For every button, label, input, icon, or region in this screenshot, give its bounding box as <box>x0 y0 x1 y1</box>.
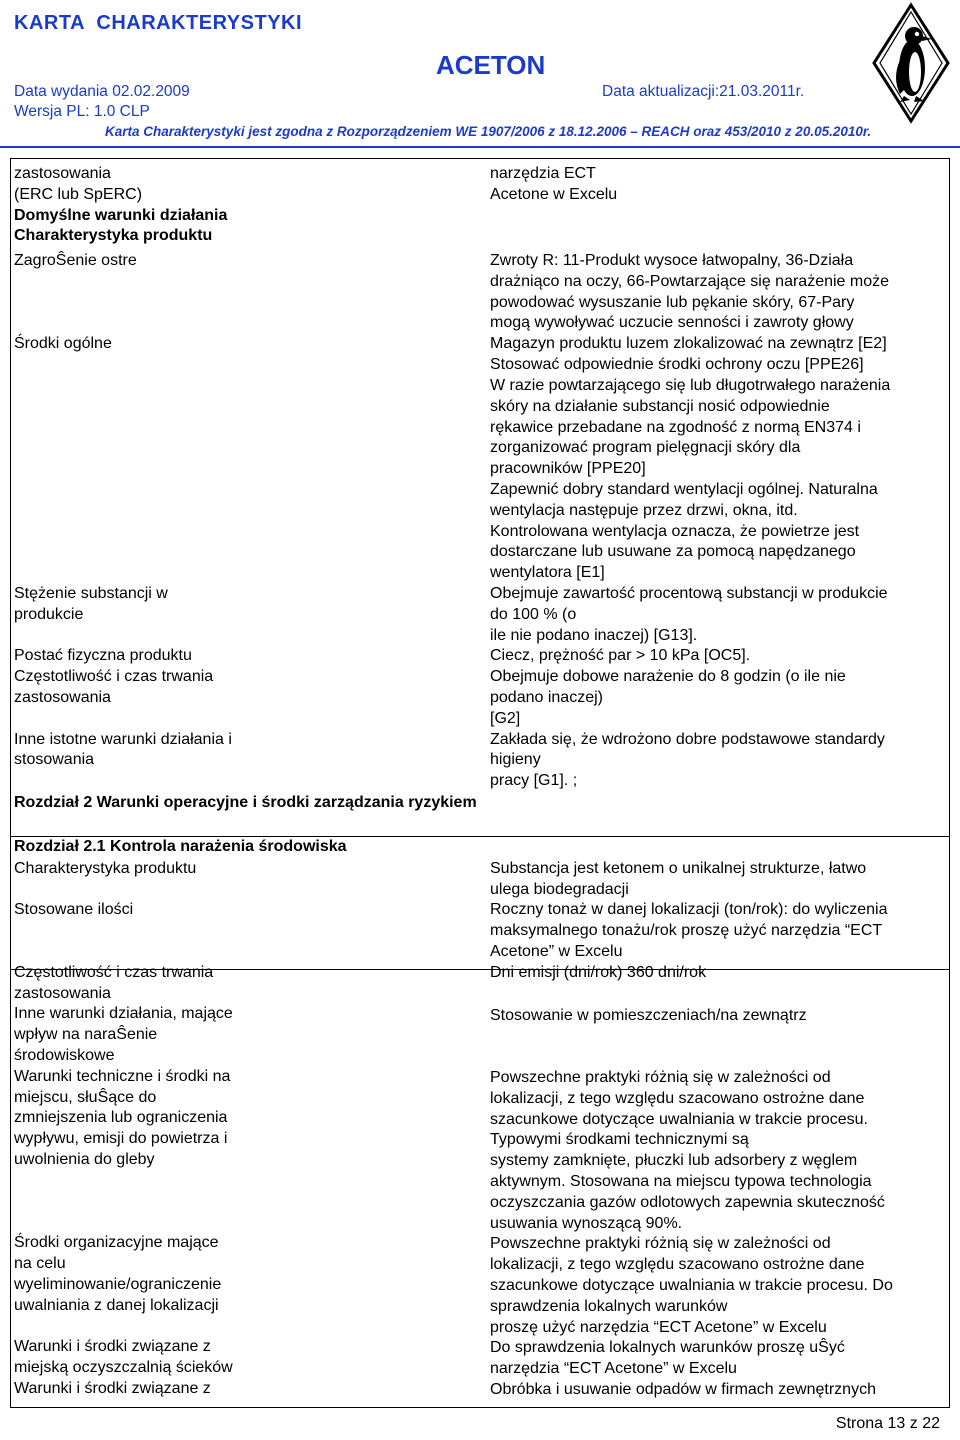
s1-right-line: podano inaczej) <box>490 689 603 706</box>
s1-right-line: Stosować odpowiednie środki ochrony oczu [PPE26] <box>490 356 864 374</box>
document-title: KARTA CHARAKTERYSTYKI <box>14 12 303 34</box>
s1-left-line: Postać fizyczna produktu <box>14 647 192 665</box>
page-number: Strona 13 z 22 <box>835 1415 940 1432</box>
s1-right-line: Magazyn produktu luzem zlokalizować na zewnątrz [E2] <box>490 335 887 353</box>
s1-right-line: drażniąco na oczy, 66-Powtarzające się narażenie może <box>490 272 890 290</box>
s1-right-line: [G2] <box>490 709 521 727</box>
s1-left-line: Inne istotne warunki działania i <box>14 730 232 748</box>
s1-left-line: stosowania <box>14 751 95 769</box>
s1-left-line: (ERC lub SpERC) <box>14 185 143 203</box>
s1-right-line: Zwroty R: 11-Produkt wysoce łatwopalny, 36-Działa <box>490 252 854 269</box>
s1-right-line: pracowników [PPE20] <box>490 460 646 478</box>
s2-right-line: Substancja jest ketonem o unikalnej strukturze, łatwo <box>490 859 867 877</box>
s2-left-line: Charakterystyka produktu <box>14 859 197 877</box>
penguin-logo-icon <box>870 2 952 124</box>
s1-right-line: narzędzia ECT <box>490 165 596 182</box>
issue-date: Data wydania 02.02.2009 <box>14 83 190 100</box>
s2-left-line: uwalniania z danej lokalizacji <box>14 1296 219 1314</box>
s1-right-line: pracy [G1]. ; <box>490 772 578 790</box>
s1-right-line: Acetone w Excelu <box>490 185 618 203</box>
s1-right-line: powodować wysuszanie lub pękanie skóry, 67-Pary <box>490 293 855 311</box>
s2-right-line: lokalizacji, z tego względu szacowano ostrożne dane <box>490 1089 865 1107</box>
s1-right-line: W razie powtarzającego się lub długotrwałego narażenia <box>490 377 891 394</box>
s2-left-line: zmniejszenia lub ograniczenia <box>14 1109 228 1127</box>
s2-left-line: wyeliminowanie/ograniczenie <box>14 1275 222 1293</box>
s1-right-line: Ciecz, prężność par > 10 kPa [OC5]. <box>490 647 751 665</box>
s1-right-line: Zapewnić dobry standard wentylacji ogólnej. Naturalna <box>490 481 878 498</box>
s1-left-line: ZagroŜenie ostre <box>14 252 137 269</box>
s2-right-line: maksymalnego tonażu/rok proszę użyć narzędzia “ECT <box>490 922 883 940</box>
s1-left-line: Stężenie substancji w <box>14 585 168 602</box>
s2-right-line: aktywnym. Stosowana na miejscu typowa technologia <box>490 1173 872 1190</box>
s2-right-line: Roczny tonaż w danej lokalizacji (ton/rok): do wyliczenia <box>490 901 888 919</box>
section-2-heading: Rozdział 2 Warunki operacyjne i środki zarządzania ryzykiem <box>14 794 477 811</box>
s2-right-line: Stosowanie w pomieszczeniach/na zewnątrz <box>490 1007 807 1024</box>
s2-right-line: Powszechne praktyki różnią się w zależności od <box>490 1069 831 1086</box>
s2-left-line: Inne warunki działania, mające <box>14 1005 233 1023</box>
s2-right-line: Do sprawdzenia lokalnych warunków proszę uŜyć <box>490 1339 845 1357</box>
s2-right-line: oczyszczania gazów odlotowych zapewnia skuteczność <box>490 1193 885 1211</box>
s1-right-line: wentylatora [E1] <box>490 564 605 582</box>
s2-right-line: systemy zamknięte, płuczki lub adsorbery z węglem <box>490 1152 858 1170</box>
s1-right-line: Zakłada się, że wdrożono dobre podstawowe standardy <box>490 730 885 748</box>
s1-left-line: Środki ogólne <box>14 335 112 353</box>
section-2-1-heading: Rozdział 2.1 Kontrola narażenia środowiska <box>14 838 347 855</box>
s1-right-line: Kontrolowana wentylacja oznacza, że powietrze jest <box>490 522 860 540</box>
s2-left-line: miejscu, słuŜące do <box>14 1088 157 1106</box>
s2-left-line: Środki organizacyjne mające <box>14 1234 219 1252</box>
s1-right-line: skóry na działanie substancji nosić odpowiednie <box>490 397 830 415</box>
s1-right-line: higieny <box>490 751 541 769</box>
s1-right-line: rękawice przebadane na zgodność z normą EN374 i <box>490 418 861 436</box>
s2-right-line: sprawdzenia lokalnych warunków <box>490 1297 728 1315</box>
s2-left-line: Warunki i środki związane z <box>14 1338 211 1356</box>
product-name: ACETON <box>436 50 546 80</box>
s2-left-line: Stosowane ilości <box>14 901 134 919</box>
s1-right-line: mogą wywoływać uczucie senności i zawroty głowy <box>490 314 854 332</box>
s2-right-line: Acetone” w Excelu <box>490 943 623 960</box>
s2-right-line: Powszechne praktyki różnią się w zależności od <box>490 1235 831 1253</box>
s1-left-heading: Charakterystyka produktu <box>14 227 213 245</box>
s2-left-line: wypływu, emisji do powietrza i <box>14 1130 228 1148</box>
s2-right-line: ulega biodegradacji <box>490 880 629 898</box>
s1-left-line: zastosowania <box>14 165 111 182</box>
s1-right-line: Obejmuje zawartość procentową substancji w produkcie <box>490 585 888 602</box>
s2-left-line: Warunki techniczne i środki na <box>14 1067 231 1085</box>
s2-right-line: szacunkowe dotyczące uwalniania w trakcie procesu. <box>490 1110 868 1128</box>
s2-left-line: zastosowania <box>14 984 111 1002</box>
s2-left-line: Warunki i środki związane z <box>14 1379 211 1397</box>
s1-left-heading: Domyślne warunki działania <box>14 206 228 224</box>
s2-right-line: narzędzia “ECT Acetone” w Excelu <box>490 1360 737 1378</box>
s1-right-line: do 100 % (o <box>490 605 577 623</box>
s1-left-line: produkcie <box>14 605 84 623</box>
update-date: Data aktualizacji:21.03.2011r. <box>602 83 805 100</box>
s2-right-line: usuwania wynoszącą 90%. <box>490 1214 683 1232</box>
s1-right-line: ile nie podano inaczej) [G13]. <box>490 626 698 644</box>
s2-left-line: uwolnienia do gleby <box>14 1151 155 1168</box>
s2-right-line: proszę użyć narzędzia “ECT Acetone” w Excelu <box>490 1318 827 1336</box>
s1-right-line: wentylacja następuje przez drzwi, okna, itd. <box>490 501 798 519</box>
s2-right-line: Obróbka i usuwanie odpadów w firmach zewnętrznych <box>490 1381 876 1398</box>
s2-left-line: miejską oczyszczalnią ścieków <box>14 1359 233 1376</box>
s2-left-line: Częstotliwość i czas trwania <box>14 963 214 981</box>
s1-right-line: Obejmuje dobowe narażenie do 8 godzin (o ile nie <box>490 668 846 686</box>
s1-left-line: zastosowania <box>14 689 111 706</box>
s2-right-line: szacunkowe dotyczące uwalniania w trakcie procesu. Do <box>490 1277 893 1294</box>
s1-left-line: Częstotliwość i czas trwania <box>14 668 214 686</box>
header-divider <box>0 146 960 148</box>
s2-right-line: lokalizacji, z tego względu szacowano ostrożne dane <box>490 1256 865 1274</box>
s2-left-line: na celu <box>14 1255 66 1272</box>
version: Wersja PL: 1.0 CLP <box>14 103 150 120</box>
regulation-note: Karta Charakterystyki jest zgodna z Rozporządzeniem WE 1907/2006 z 18.12.2006 – REACH oraz 453/2010 z 20.05.2010r. <box>105 124 872 139</box>
document-header <box>0 0 960 145</box>
s2-right-line: Dni emisji (dni/rok) 360 dni/rok <box>490 963 707 981</box>
s1-right-line: dostarczane lub usuwane za pomocą napędzanego <box>490 543 856 561</box>
s1-right-line: zorganizować program pielęgnacji skóry dla <box>490 439 801 457</box>
s2-left-line: wpływ na naraŜenie <box>14 1026 158 1044</box>
s2-left-line: środowiskowe <box>14 1047 115 1064</box>
s2-right-line: Typowymi środkami technicznymi są <box>490 1131 749 1149</box>
